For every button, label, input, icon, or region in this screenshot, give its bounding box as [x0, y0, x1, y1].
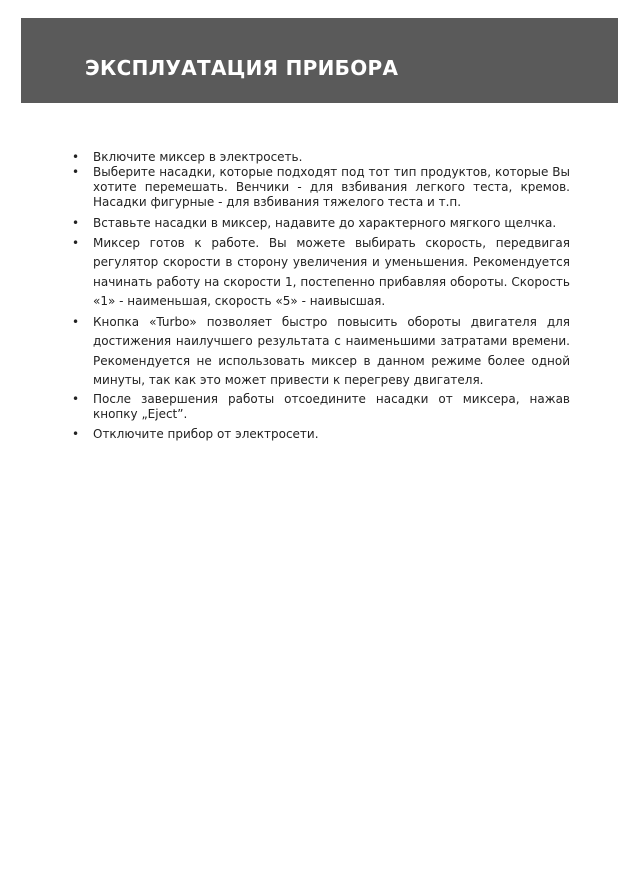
list-item-text: Отключите прибор от электросети.	[93, 426, 319, 441]
list-item-text: Вставьте насадки в миксер, надавите до характерного мягкого щелчка.	[93, 216, 557, 230]
bullet-icon: •	[72, 314, 80, 329]
list-item-text: Кнопка «Turbo» позволяет быстро повысить обороты двигателя для достижения наилучшего результата с наименьшими затратами времени. Рекомендуется не использовать миксер в данном режиме более одной минуты, так как это может привести к перегреву двигателя.	[93, 314, 570, 387]
list-item-text: После завершения работы отсоедините насадки от миксера, нажав кнопку „Eject”.	[93, 391, 570, 421]
bullet-icon: •	[72, 150, 80, 164]
bullet-icon: •	[72, 391, 80, 406]
bullet-icon: •	[72, 165, 80, 179]
list-item	[72, 234, 570, 312]
list-item-text: Выберите насадки, которые подходят под тот тип продуктов, которые Вы хотите перемешать. Венчики - для взбивания легкого теста, кремов. Насадки фигурные - для взбивания тяжелого теста и т.п.	[93, 165, 570, 209]
instructions-list	[72, 150, 570, 442]
header-banner	[21, 18, 618, 103]
list-item	[72, 313, 570, 391]
bullet-icon: •	[72, 216, 80, 230]
list-item-text: Миксер готов к работе. Вы можете выбирать скорость, передвигая регулятор скорости в сторону увеличения и уменьшения. Рекомендуется начинать работу на скорости 1, постепенно прибавляя обороты. Скорость «1» - наименьшая, скорость «5» - наивысшая.	[93, 235, 570, 308]
list-item	[72, 150, 570, 165]
list-item	[72, 427, 570, 442]
page-title: ЭКСПЛУАТАЦИЯ ПРИБОРА	[85, 56, 399, 80]
list-item	[72, 214, 570, 234]
bullet-icon: •	[72, 426, 80, 441]
bullet-icon: •	[72, 235, 80, 250]
list-item	[72, 392, 570, 422]
list-item-text: Включите миксер в электросеть.	[93, 150, 303, 164]
list-item	[72, 165, 570, 210]
